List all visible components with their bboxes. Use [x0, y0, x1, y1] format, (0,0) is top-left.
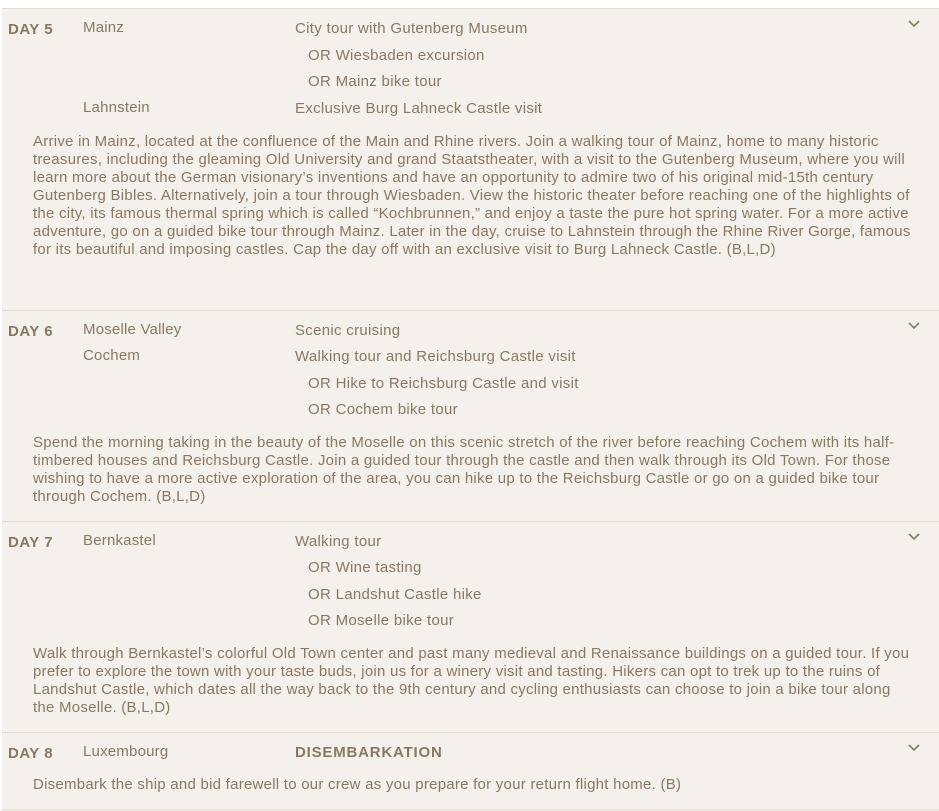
day-8-section[interactable] [2, 733, 939, 810]
activity-item: City tour with Gutenberg Museum [295, 20, 528, 37]
activity-option: OR Hike to Reichsburg Castle and visit [308, 375, 579, 392]
itinerary-list [2, 8, 939, 811]
activity-option: OR Moselle bike tour [308, 612, 455, 629]
activity-item: DISEMBARKATION [295, 744, 443, 761]
day-description: Disembark the ship and bid farewell to our crew as you prepare for your return flight home. (B) [33, 776, 682, 793]
location-bernkastel: Bernkastel [83, 532, 156, 549]
day-6-section[interactable] [2, 311, 939, 522]
day-label: DAY 7 [8, 534, 54, 551]
activity-option: OR Cochem bike tour [308, 401, 458, 418]
chevron-down-icon[interactable] [907, 530, 921, 544]
day-label: DAY 6 [8, 323, 54, 340]
activity-option: OR Landshut Castle hike [308, 586, 482, 603]
day-description: Walk through Bernkastel’s colorful Old Town center and past many medieval and Renaissance buildings on a guided tour. If you prefer to explore the town with your taste buds, join us for a winery visit and tasting. Hikers can opt to trek up to the ruins of Landshut Castle, which dates all the way back to the 9th century and cycling enthusiasts can choose to join a bike tour along the Moselle. (B,L,D) [33, 645, 910, 716]
activity-item: Scenic cruising [295, 322, 401, 339]
chevron-down-icon[interactable] [907, 319, 921, 333]
location-lahnstein: Lahnstein [83, 99, 150, 116]
day-label: DAY 5 [8, 21, 54, 38]
chevron-down-icon[interactable] [907, 741, 921, 755]
location-moselle-valley: Moselle Valley [83, 321, 182, 338]
activity-item: Exclusive Burg Lahneck Castle visit [295, 100, 543, 117]
day-5-section[interactable] [2, 9, 939, 311]
location-cochem: Cochem [83, 347, 141, 364]
chevron-down-icon[interactable] [907, 17, 921, 31]
activity-item: Walking tour and Reichsburg Castle visit [295, 348, 576, 365]
activity-option: OR Mainz bike tour [308, 73, 442, 90]
activity-item: Walking tour [295, 533, 382, 550]
location-luxembourg: Luxembourg [83, 743, 169, 760]
day-7-section[interactable] [2, 522, 939, 733]
activity-option: OR Wine tasting [308, 559, 422, 576]
day-description: Arrive in Mainz, located at the confluence of the Main and Rhine rivers. Join a walking tour of Mainz, home to many historic treasures, including the gleaming Old University and grand Staatstheater, with a visit to the Gutenberg Museum, where you will learn more about the German visionary’s inventions and have an opportunity to admire two of his original mid-15th century Gutenberg Bibles. Alternatively, join a tour through Wiesbaden. View the historic theater before reaching one of the highlights of the city, its famous thermal spring which is called “Kochbrunnen,” and enjoy a taste the pure hot spring water. For a more active adventure, go on a guided bike tour through Mainz. Later in the day, cruise to Lahnstein through the Rhine River Gorge, famous for its beautiful and imposing castles. Cap the day off with an exclusive visit to Burg Lahneck Castle. (B,L,D) [33, 133, 911, 258]
day-label: DAY 8 [8, 745, 54, 762]
activity-option: OR Wiesbaden excursion [308, 47, 485, 64]
day-description: Spend the morning taking in the beauty of the Moselle on this scenic stretch of the river before reaching Cochem with its half-timbered houses and Reichsburg Castle. Join a guided tour through the castle and then walk through its Old Town. For those wishing to have a more active exploration of the area, you can hike up to the Reichsburg Castle or go on a guided bike tour through Cochem. (B,L,D) [33, 434, 895, 505]
location-mainz: Mainz [83, 19, 125, 36]
